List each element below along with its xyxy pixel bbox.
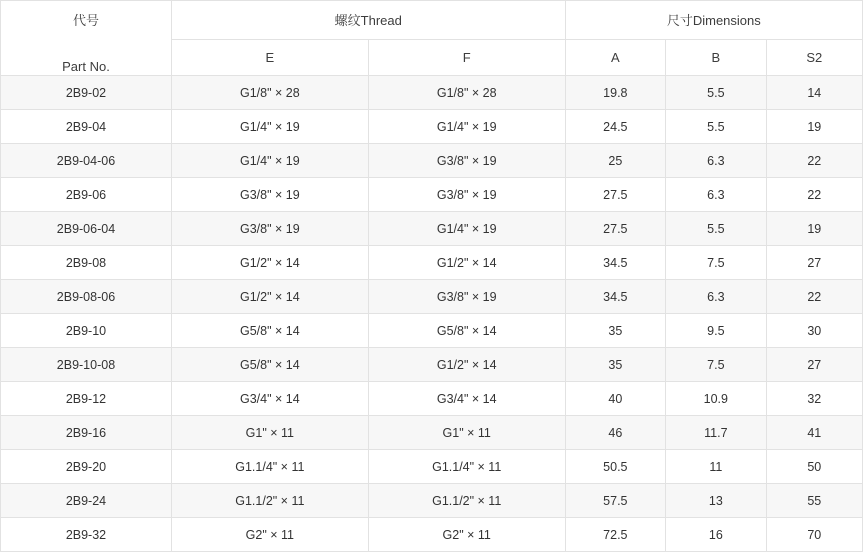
table-row [1, 348, 863, 382]
cell-dim-b: 5.5 [666, 110, 766, 144]
cell-dim-b: 6.3 [666, 280, 766, 314]
cell-thread-f: G1/4" × 19 [368, 110, 565, 144]
cell-thread-f: G1.1/4" × 11 [368, 450, 565, 484]
cell-dim-b: 11.7 [666, 416, 766, 450]
cell-part-no: 2B9-08 [1, 246, 172, 280]
cell-thread-f: G3/8" × 19 [368, 144, 565, 178]
column-header-b: B [666, 39, 766, 76]
cell-dim-s2: 22 [766, 280, 862, 314]
cell-dim-s2: 27 [766, 348, 862, 382]
cell-dim-b: 16 [666, 518, 766, 552]
cell-thread-e: G2" × 11 [171, 518, 368, 552]
cell-dim-b: 6.3 [666, 178, 766, 212]
table-group-header-row [1, 1, 863, 40]
column-header-part-no: Part No. [62, 59, 110, 74]
table-row [1, 110, 863, 144]
cell-thread-f: G1/2" × 14 [368, 246, 565, 280]
cell-dim-s2: 27 [766, 246, 862, 280]
cell-dim-a: 40 [565, 382, 665, 416]
cell-thread-e: G1/2" × 14 [171, 280, 368, 314]
cell-part-no: 2B9-06 [1, 178, 172, 212]
cell-part-no: 2B9-16 [1, 416, 172, 450]
cell-thread-f: G1" × 11 [368, 416, 565, 450]
cell-part-no: 2B9-12 [1, 382, 172, 416]
table-row [1, 518, 863, 552]
cell-dim-a: 25 [565, 144, 665, 178]
cell-dim-b: 9.5 [666, 314, 766, 348]
cell-thread-e: G1.1/2" × 11 [171, 484, 368, 518]
cell-dim-s2: 22 [766, 178, 862, 212]
cell-thread-f: G1/8" × 28 [368, 76, 565, 110]
column-header-e: E [171, 39, 368, 76]
cell-dim-b: 10.9 [666, 382, 766, 416]
cell-dim-a: 19.8 [565, 76, 665, 110]
cell-thread-e: G5/8" × 14 [171, 348, 368, 382]
column-header-a: A [565, 39, 665, 76]
cell-dim-a: 34.5 [565, 246, 665, 280]
cell-thread-f: G1.1/2" × 11 [368, 484, 565, 518]
cell-thread-e: G3/8" × 19 [171, 178, 368, 212]
cell-dim-b: 11 [666, 450, 766, 484]
cell-dim-s2: 32 [766, 382, 862, 416]
cell-thread-f: G3/8" × 19 [368, 178, 565, 212]
cell-dim-b: 6.3 [666, 144, 766, 178]
cell-thread-e: G1" × 11 [171, 416, 368, 450]
cell-part-no: 2B9-10 [1, 314, 172, 348]
cell-dim-s2: 19 [766, 110, 862, 144]
column-header-s2: S2 [766, 39, 862, 76]
cell-dim-s2: 41 [766, 416, 862, 450]
table-row [1, 280, 863, 314]
column-group-thread: 螺纹Thread [171, 1, 565, 40]
table-row [1, 416, 863, 450]
table-body [1, 76, 863, 552]
column-header-f: F [368, 39, 565, 76]
cell-dim-b: 7.5 [666, 246, 766, 280]
table-row [1, 450, 863, 484]
cell-thread-f: G2" × 11 [368, 518, 565, 552]
cell-thread-f: G1/2" × 14 [368, 348, 565, 382]
table-row [1, 76, 863, 110]
cell-dim-b: 13 [666, 484, 766, 518]
cell-thread-e: G1.1/4" × 11 [171, 450, 368, 484]
cell-part-no: 2B9-02 [1, 76, 172, 110]
cell-dim-s2: 50 [766, 450, 862, 484]
cell-dim-a: 27.5 [565, 178, 665, 212]
cell-thread-f: G3/4" × 14 [368, 382, 565, 416]
cell-thread-e: G3/4" × 14 [171, 382, 368, 416]
cell-dim-a: 35 [565, 348, 665, 382]
cell-part-no: 2B9-04 [1, 110, 172, 144]
cell-dim-a: 57.5 [565, 484, 665, 518]
cell-part-no: 2B9-32 [1, 518, 172, 552]
cell-part-no: 2B9-20 [1, 450, 172, 484]
column-group-dimensions: 尺寸Dimensions [565, 1, 862, 40]
cell-dim-a: 72.5 [565, 518, 665, 552]
cell-part-no: 2B9-06-04 [1, 212, 172, 246]
cell-dim-b: 7.5 [666, 348, 766, 382]
cell-dim-b: 5.5 [666, 212, 766, 246]
cell-thread-e: G3/8" × 19 [171, 212, 368, 246]
table-row [1, 314, 863, 348]
cell-dim-s2: 70 [766, 518, 862, 552]
cell-thread-e: G1/8" × 28 [171, 76, 368, 110]
cell-dim-a: 35 [565, 314, 665, 348]
table-row [1, 212, 863, 246]
cell-thread-e: G1/4" × 19 [171, 144, 368, 178]
cell-part-no: 2B9-24 [1, 484, 172, 518]
cell-dim-a: 46 [565, 416, 665, 450]
table-row [1, 178, 863, 212]
table-row [1, 144, 863, 178]
cell-dim-a: 50.5 [565, 450, 665, 484]
cell-dim-s2: 55 [766, 484, 862, 518]
table-row [1, 484, 863, 518]
cell-dim-s2: 30 [766, 314, 862, 348]
column-group-part-no: 代号 Part No. [1, 1, 172, 76]
cell-part-no: 2B9-10-08 [1, 348, 172, 382]
cell-part-no: 2B9-08-06 [1, 280, 172, 314]
cell-thread-f: G3/8" × 19 [368, 280, 565, 314]
table-row [1, 382, 863, 416]
table-row [1, 246, 863, 280]
cell-thread-f: G1/4" × 19 [368, 212, 565, 246]
cell-thread-e: G5/8" × 14 [171, 314, 368, 348]
cell-dim-a: 27.5 [565, 212, 665, 246]
cell-thread-e: G1/2" × 14 [171, 246, 368, 280]
cell-dim-s2: 22 [766, 144, 862, 178]
cell-dim-s2: 19 [766, 212, 862, 246]
cell-thread-f: G5/8" × 14 [368, 314, 565, 348]
cell-thread-e: G1/4" × 19 [171, 110, 368, 144]
cell-part-no: 2B9-04-06 [1, 144, 172, 178]
table-header [1, 1, 863, 76]
cell-dim-b: 5.5 [666, 76, 766, 110]
cell-dim-a: 24.5 [565, 110, 665, 144]
cell-dim-s2: 14 [766, 76, 862, 110]
cell-dim-a: 34.5 [565, 280, 665, 314]
